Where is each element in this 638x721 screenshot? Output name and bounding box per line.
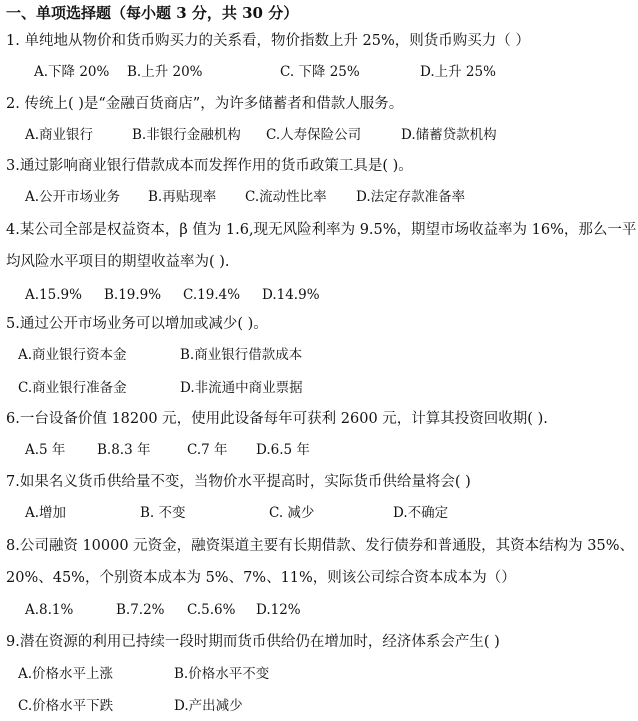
question-3-option-c: C.流动性比率: [245, 189, 327, 205]
question-9-option-c: C.价格水平下跌: [18, 698, 114, 714]
question-7-option-d: D.不确定: [393, 505, 449, 521]
question-8-option-a: A.8.1%: [25, 602, 74, 618]
question-3-option-a: A.公开市场业务: [25, 189, 121, 205]
question-2-stem: 2. 传统上( )是“金融百货商店”，为许多储蓄者和借款人服务。: [6, 96, 404, 112]
question-3-option-d: D.法定存款准备率: [356, 189, 466, 205]
question-6-option-c: C.7 年: [187, 442, 228, 458]
question-4-stem-line-1: 4.某公司全部是权益资本，β 值为 1.6,现无风险利率为 9.5%，期望市场收益率为 16%，那么一平: [6, 222, 637, 238]
question-7-stem: 7.如果名义货币供给量不变，当物价水平提高时，实际货币供给量将会( ): [6, 474, 471, 490]
question-1-option-b: B.上升 20%: [127, 64, 203, 80]
question-4-option-b: B.19.9%: [104, 287, 162, 303]
question-6-stem: 6.一台设备价值 18200 元，使用此设备每年可获利 2600 元，计算其投资回收期( ).: [6, 411, 548, 427]
question-1-option-c: C. 下降 25%: [280, 64, 360, 80]
question-2-option-a: A.商业银行: [25, 127, 94, 143]
question-4-option-a: A.15.9%: [25, 287, 82, 303]
question-7-option-c: C. 减少: [269, 505, 315, 521]
question-1-option-a: A.下降 20%: [34, 64, 110, 80]
question-9-option-a: A.价格水平上涨: [18, 666, 114, 682]
question-5-option-a: A.商业银行资本金: [18, 347, 127, 363]
question-2-option-b: B.非银行金融机构: [132, 127, 241, 143]
question-1-stem: 1. 单纯地从物价和货币购买力的关系看，物价指数上升 25%，则货币购买力（ ）: [6, 33, 530, 49]
question-4-option-c: C.19.4%: [183, 287, 241, 303]
question-5-stem: 5.通过公开市场业务可以增加或减少( )。: [6, 316, 268, 332]
question-9-option-d: D.产出减少: [174, 698, 243, 714]
question-3-stem: 3.通过影响商业银行借款成本而发挥作用的货币政策工具是( )。: [6, 158, 413, 174]
question-6-option-b: B.8.3 年: [97, 442, 151, 458]
question-6-option-d: D.6.5 年: [256, 442, 310, 458]
question-9-stem: 9.潜在资源的利用已持续一段时期而货币供给仍在增加时，经济体系会产生( ): [6, 634, 500, 650]
question-8-stem-line-1: 8.公司融资 10000 元资金，融资渠道主要有长期借款、发行债券和普通股，其资本结构为 35%、: [6, 538, 635, 554]
question-8-option-c: C.5.6%: [187, 602, 236, 618]
question-5-option-d: D.非流通中商业票据: [180, 380, 303, 396]
question-4-stem-line-2: 均风险水平项目的期望收益率为( ).: [6, 254, 230, 270]
question-1-option-d: D.上升 25%: [420, 64, 496, 80]
section-title: 一、单项选择题（每小题 3 分，共 30 分）: [6, 4, 299, 22]
question-6-option-a: A.5 年: [25, 442, 66, 458]
question-8-stem-line-2: 20%、45%，个别资本成本为 5%、7%、11%，则该公司综合资本成本为（）: [6, 570, 516, 586]
question-3-option-b: B.再贴现率: [148, 189, 217, 205]
question-8-option-d: D.12%: [256, 602, 301, 618]
question-9-option-b: B.价格水平不变: [174, 666, 270, 682]
question-2-option-d: D.储蓄贷款机构: [401, 127, 497, 143]
question-8-option-b: B.7.2%: [116, 602, 165, 618]
question-5-option-b: B.商业银行借款成本: [180, 347, 303, 363]
question-4-option-d: D.14.9%: [262, 287, 320, 303]
question-7-option-b: B. 不变: [140, 505, 186, 521]
question-5-option-c: C.商业银行准备金: [18, 380, 127, 396]
question-2-option-c: C.人寿保险公司: [266, 127, 362, 143]
question-7-option-a: A.增加: [25, 505, 67, 521]
